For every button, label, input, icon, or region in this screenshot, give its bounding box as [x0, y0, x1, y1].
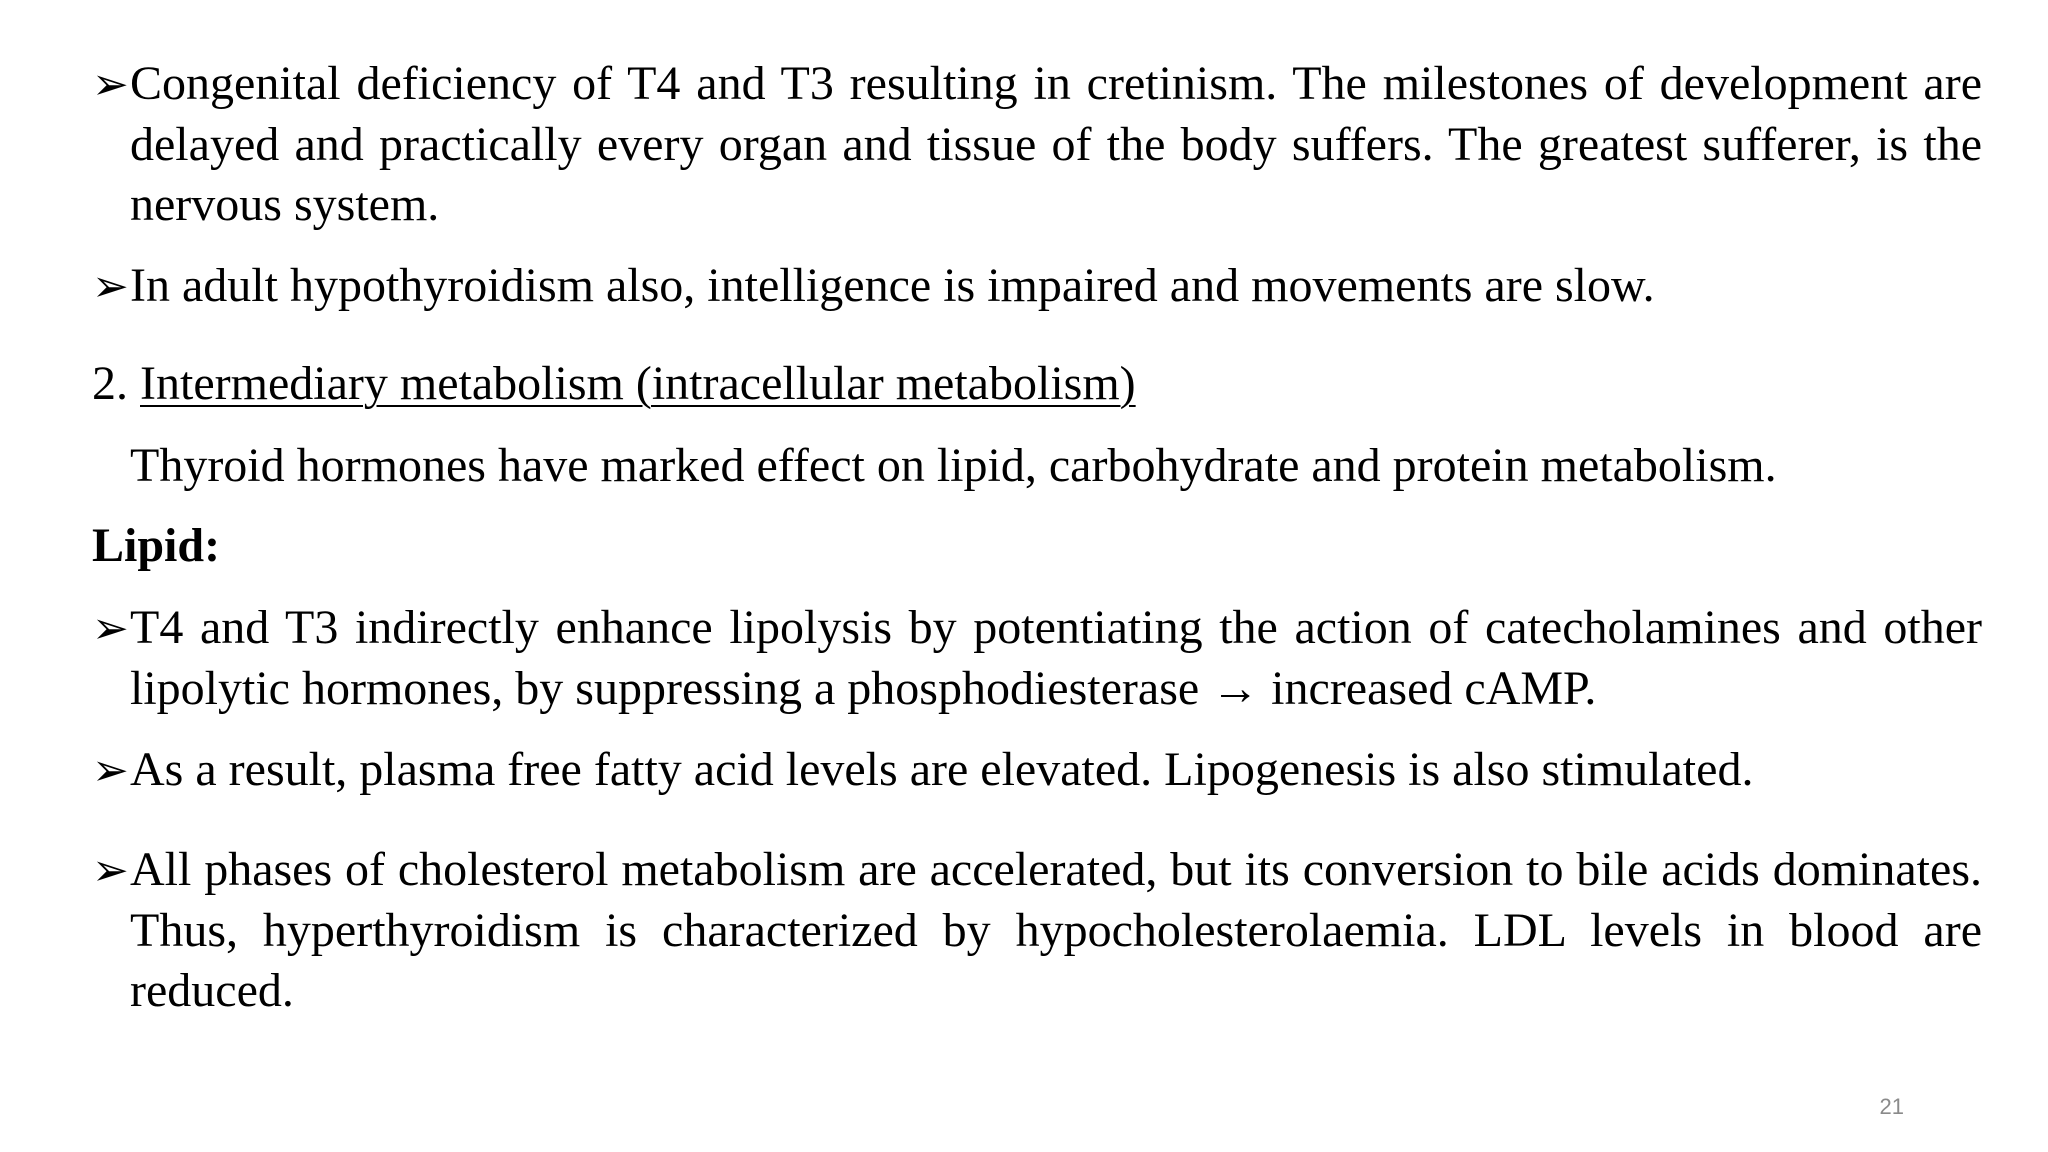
lipid-heading: Lipid:: [92, 519, 221, 572]
bullet-text: In adult hypothyroidism also, intelligence is impaired and movements are slow.: [130, 259, 1655, 312]
bullet-free-fatty-acids: [92, 740, 1982, 801]
bullet-text: As a result, plasma free fatty acid levels are elevated. Lipogenesis is also stimulated.: [130, 743, 1754, 796]
bullet-lipolysis: [92, 598, 1982, 719]
section-intro: Thyroid hormones have marked effect on lipid, carbohydrate and protein metabolism.: [130, 439, 1777, 492]
arrow-bullet-icon: ➢: [92, 746, 129, 795]
bullet-adult-hypothyroidism: [92, 256, 1982, 317]
page-number: 21: [1879, 1094, 1904, 1119]
section-title: Intermediary metabolism (intracellular metabolism): [140, 357, 1136, 410]
arrow-bullet-icon: ➢: [92, 60, 129, 109]
section-number: 2.: [92, 357, 140, 410]
bullet-text: T4 and T3 indirectly enhance lipolysis by potentiating the action of catecholamines and other lipolytic hormones, by suppressing a phosphodiesterase → increased cAMP.: [130, 601, 1982, 715]
bullet-cretinism: [92, 54, 1982, 235]
section-heading: [92, 354, 1136, 414]
arrow-bullet-icon: ➢: [92, 262, 129, 311]
bullet-text: All phases of cholesterol metabolism are accelerated, but its conversion to bile acids dominates. Thus, hyperthyroidism is characterized by hypocholesterolaemia. LDL levels in blood are reduced.: [130, 843, 1982, 1017]
arrow-bullet-icon: ➢: [92, 604, 129, 653]
arrow-bullet-icon: ➢: [92, 846, 129, 895]
bullet-cholesterol: [92, 840, 1982, 1021]
bullet-text: Congenital deficiency of T4 and T3 resulting in cretinism. The milestones of development are delayed and practically every organ and tissue of the body suffers. The greatest sufferer, is the nervous system.: [130, 57, 1982, 231]
